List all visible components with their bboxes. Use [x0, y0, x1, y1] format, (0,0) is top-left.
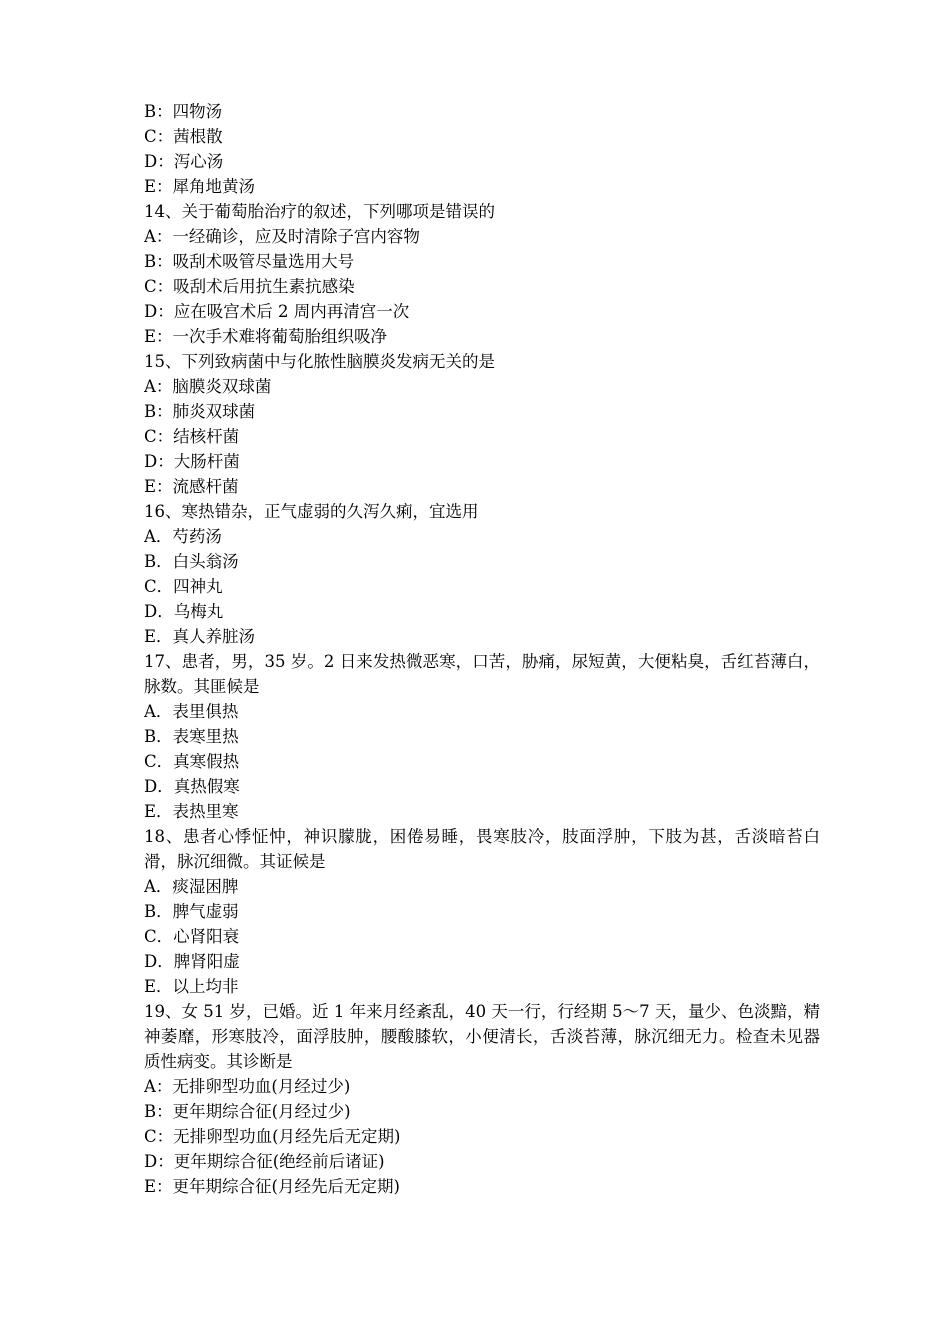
option-d-13: D：泻心汤 — [144, 152, 224, 171]
option-b-16: B．白头翁汤 — [144, 552, 239, 571]
option-a-16: A．芍药汤 — [144, 527, 222, 546]
option-e-17: E．表热里寒 — [144, 802, 239, 821]
option-c-16: C．四神丸 — [144, 577, 223, 596]
option-c-18: C．心肾阳衰 — [144, 927, 240, 946]
question-15: 15、下列致病菌中与化脓性脑膜炎发病无关的是 — [144, 352, 495, 371]
question-18: 18、患者心悸怔忡，神识朦胧，困倦易睡，畏寒肢冷，肢面浮肿，下肢为甚，舌淡暗苔白滑，脉沉细微。其证候是 — [144, 827, 820, 871]
option-d-17: D．真热假寒 — [144, 777, 240, 796]
option-b-15: B：肺炎双球菌 — [144, 402, 256, 421]
option-b-19: B：更年期综合征(月经过少) — [144, 1102, 351, 1121]
option-c-15: C：结核杆菌 — [144, 427, 240, 446]
option-e-15: E：流感杆菌 — [144, 477, 239, 496]
option-b-17: B．表寒里热 — [144, 727, 239, 746]
option-d-14: D：应在吸宫术后 2 周内再清宫一次 — [144, 302, 410, 321]
option-e-13: E：犀角地黄汤 — [144, 177, 256, 196]
option-d-19: D：更年期综合征(绝经前后诸证) — [144, 1152, 385, 1171]
option-a-19: A：无排卵型功血(月经过少) — [144, 1077, 351, 1096]
option-e-19: E：更年期综合征(月经先后无定期) — [144, 1177, 400, 1196]
option-c-19: C：无排卵型功血(月经先后无定期) — [144, 1127, 401, 1146]
option-a-18: A．痰湿困脾 — [144, 877, 239, 896]
question-19: 19、女 51 岁，已婚。近 1 年来月经紊乱，40 天一行，行经期 5～7 天，量少、色淡黯，精神萎靡，形寒肢冷，面浮肢肿，腰酸膝软，小便清长，舌淡苔薄，脉沉细无力。检查未见器质性病变。其诊断是 — [144, 1002, 820, 1071]
option-e-18: E．以上均非 — [144, 977, 239, 996]
option-a-14: A：一经确诊，应及时清除子宫内容物 — [144, 227, 420, 246]
document-page — [144, 99, 820, 1199]
question-14: 14、关于葡萄胎治疗的叙述，下列哪项是错误的 — [144, 202, 495, 221]
option-a-15: A：脑膜炎双球菌 — [144, 377, 272, 396]
question-17: 17、患者，男，35 岁。2 日来发热微恶寒，口苦，胁痛，尿短黄，大便粘臭，舌红苔薄白，脉数。其匪候是 — [144, 652, 820, 696]
option-b-13: B：四物汤 — [144, 102, 223, 121]
option-d-15: D：大肠杆菌 — [144, 452, 240, 471]
option-c-14: C：吸刮术后用抗生素抗感染 — [144, 277, 355, 296]
option-e-14: E：一次手术难将葡萄胎组织吸净 — [144, 327, 388, 346]
option-d-18: D．脾肾阳虚 — [144, 952, 240, 971]
question-16: 16、寒热错杂，正气虚弱的久泻久痢，宜选用 — [144, 502, 479, 521]
option-c-17: C．真寒假热 — [144, 752, 240, 771]
option-d-16: D．乌梅丸 — [144, 602, 224, 621]
option-b-14: B：吸刮术吸管尽量选用大号 — [144, 252, 355, 271]
option-e-16: E．真人养脏汤 — [144, 627, 256, 646]
option-c-13: C：茜根散 — [144, 127, 223, 146]
option-a-17: A．表里俱热 — [144, 702, 239, 721]
option-b-18: B．脾气虚弱 — [144, 902, 239, 921]
